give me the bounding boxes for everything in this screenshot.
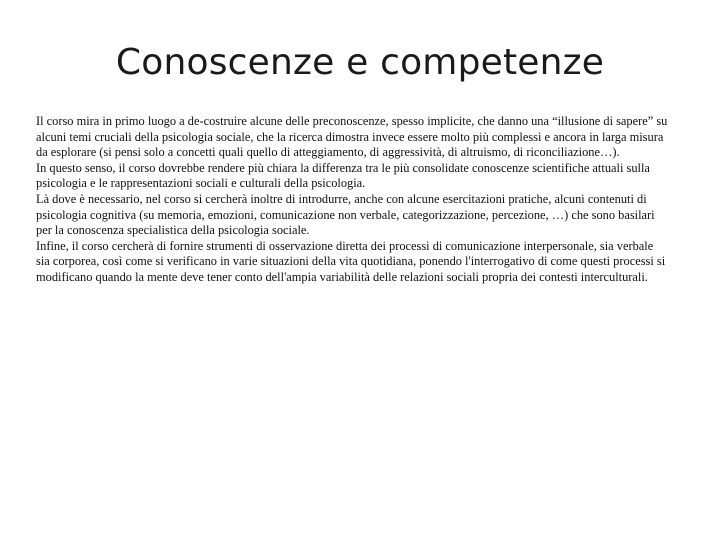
- body-paragraph: Il corso mira in primo luogo a de-costruire alcune delle preconoscenze, spesso implicite, che danno una “illusione di sapere” su alcuni temi cruciali della psicologia sociale, che la ricerca dimostra invece essere molto più complessi e ancora in larga misura da esplorare (si pensi solo a concetti quali quello di atteggiamento, di aggressività, di altruismo, di riconciliazione…).: [36, 114, 668, 160]
- slide-title: Conoscenze e competenze: [115, 42, 605, 83]
- body-paragraph: Là dove è necessario, nel corso si cercherà inoltre di introdurre, anche con alcune esercitazioni pratiche, alcuni contenuti di psicologia cognitiva (su memoria, emozioni, comunicazione non verbale, categorizzazione, percezione, …) che sono basilari per la conoscenza specialistica della psicologia sociale.: [36, 191, 655, 238]
- slide-body: [36, 114, 668, 286]
- body-paragraph: In questo senso, il corso dovrebbe rendere più chiara la differenza tra le più consolidate conoscenze scientifiche attuali sulla psicologia e le rappresentazioni sociali e culturali della psicologia.: [36, 160, 650, 191]
- body-paragraph: Infine, il corso cercherà di fornire strumenti di osservazione diretta dei processi di comunicazione interpersonale, sia verbale sia corporea, così come si verificano in varie situazioni della vita quotidiana, ponendo l'interrogativo di come questi processi si modificano quando la mente deve tener conto dell'ampia variabilità delle relazioni sociali propria dei contesti interculturali.: [36, 238, 666, 284]
